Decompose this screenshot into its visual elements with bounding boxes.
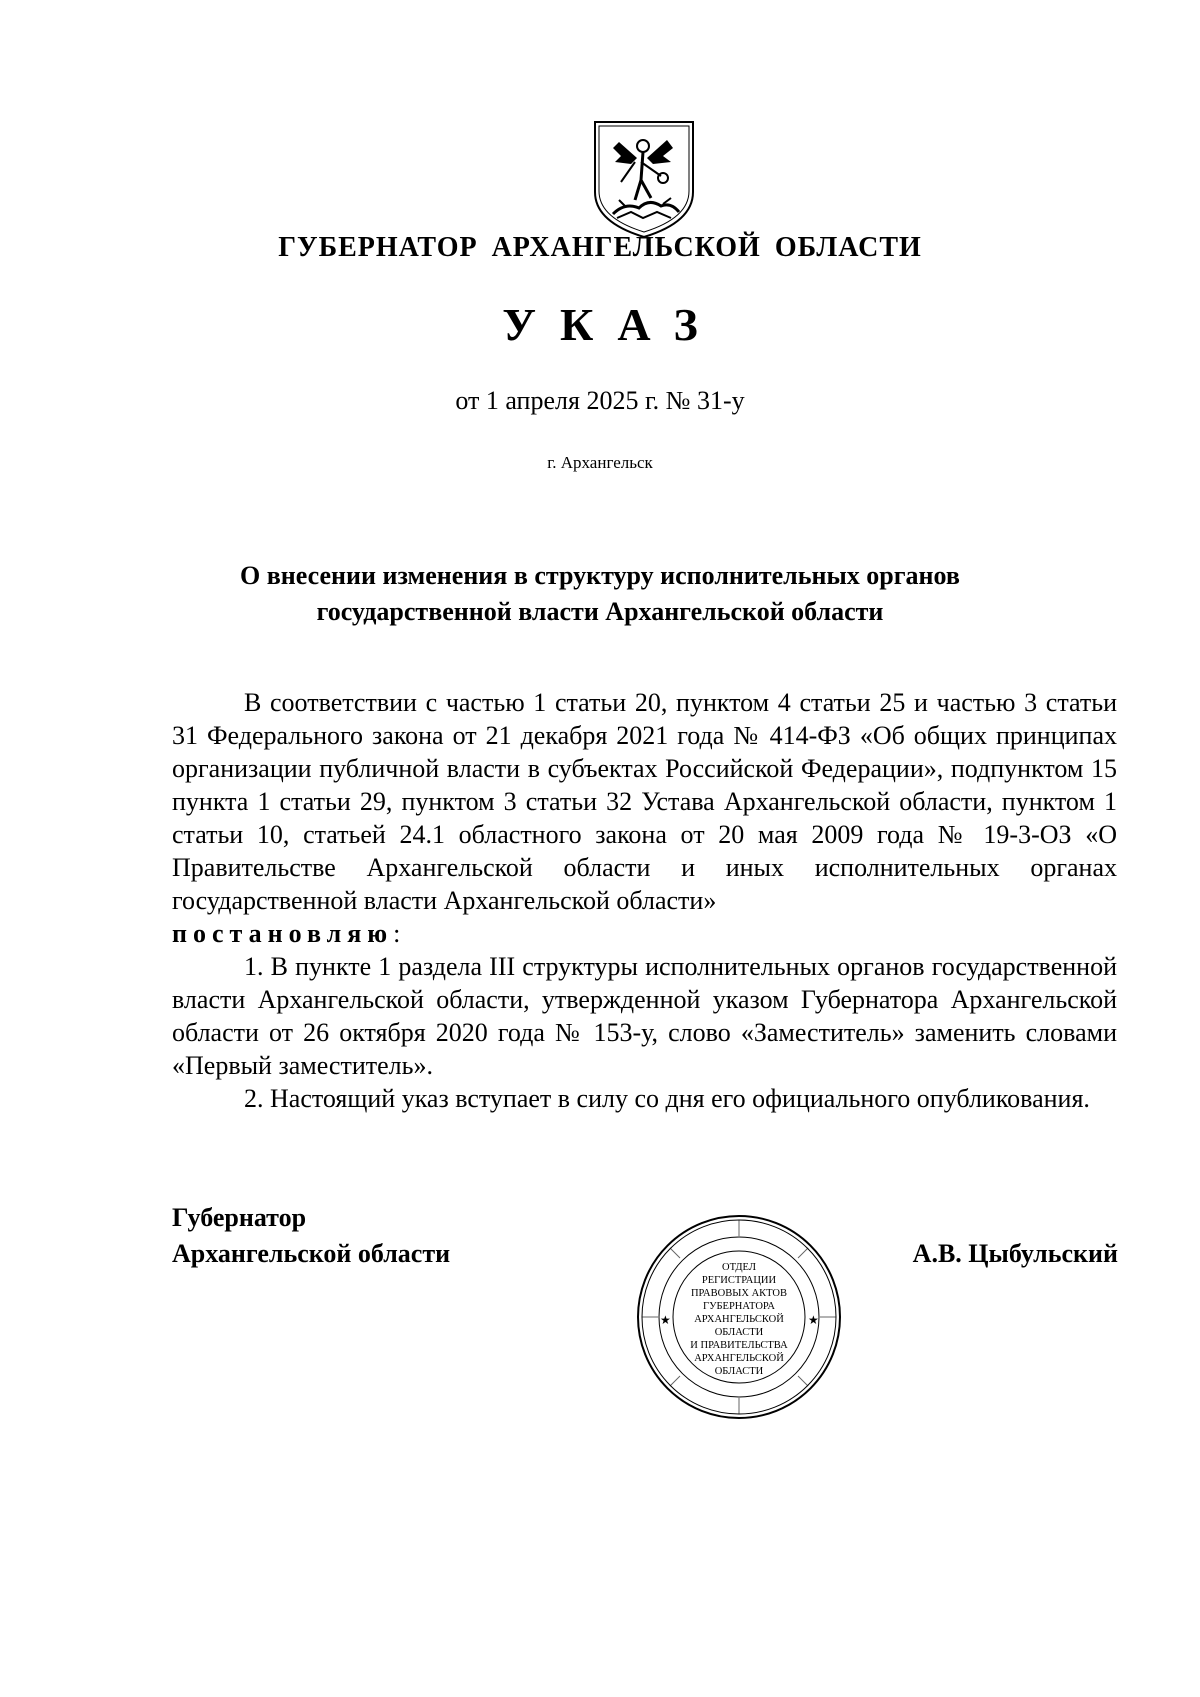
document-date-number: от 1 апреля 2025 г. № 31-у	[455, 386, 745, 415]
seal-line-1: ОТДЕЛ	[722, 1262, 756, 1273]
document-title-line-1: О внесении изменения в структуру исполнительных органов	[240, 561, 960, 590]
item-1-paragraph: 1. В пункте 1 раздела III структуры исполнительных органов государственной власти Архангельской области, утвержденной указом Губернатора Архангельской области от 26 октября 2020 года № 153-у, слово «Заместитель» заменить словами «Первый заместитель».	[172, 952, 1117, 1080]
preamble-paragraph: В соответствии с частью 1 статьи 20, пунктом 4 статьи 25 и частью 3 статьи 31 Федерального закона от 21 декабря 2021 года № 414-ФЗ «Об общих принципах организации публичной власти в субъектах Российской Федерации», подпунктом 15 пункта 1 статьи 29, пунктом 3 статьи 32 Устава Архангельской области, пунктом 1 статьи 10, статьей 24.1 областного закона от 20 мая 2009 года № 19-3-ОЗ «О Правительстве Архангельской области и иных исполнительных органах государственной власти Архангельской области»	[172, 688, 1117, 915]
signatory-name: А.В. Цыбульский	[912, 1239, 1118, 1268]
document-title-line-2: государственной власти Архангельской области	[316, 597, 884, 626]
document-title	[150, 558, 1050, 630]
decree-colon: :	[393, 919, 401, 948]
svg-text:★: ★	[660, 1313, 671, 1327]
document-type: УКАЗ	[502, 299, 722, 350]
official-seal	[634, 1212, 844, 1422]
signatory-position-line-1: Губернатор	[172, 1203, 307, 1232]
decree-paragraph	[172, 917, 1117, 950]
signatory-position	[172, 1200, 450, 1272]
document-body	[172, 686, 1117, 1115]
seal-line-9: ОБЛАСТИ	[714, 1366, 764, 1377]
item-2-paragraph: 2. Настоящий указ вступает в силу со дня его официального опубликования.	[244, 1084, 1090, 1113]
svg-text:★: ★	[808, 1313, 819, 1327]
seal-line-3: ПРАВОВЫХ АКТОВ	[690, 1288, 788, 1299]
seal-line-4: ГУБЕРНАТОРА	[703, 1301, 775, 1312]
document-city: г. Архангельск	[547, 453, 653, 472]
seal-line-7: И ПРАВИТЕЛЬСТВА	[690, 1340, 788, 1351]
signatory-position-line-2: Архангельской области	[172, 1239, 451, 1268]
coat-of-arms-icon	[591, 118, 697, 240]
seal-line-2: РЕГИСТРАЦИИ	[701, 1275, 777, 1286]
issuing-authority: ГУБЕРНАТОР АРХАНГЕЛЬСКОЙ ОБЛАСТИ	[278, 232, 922, 263]
seal-line-5: АРХАНГЕЛЬСКОЙ	[694, 1314, 784, 1325]
seal-line-8: АРХАНГЕЛЬСКОЙ	[694, 1353, 784, 1364]
decree-word: постановляю	[172, 919, 394, 948]
seal-line-6: ОБЛАСТИ	[714, 1327, 764, 1338]
